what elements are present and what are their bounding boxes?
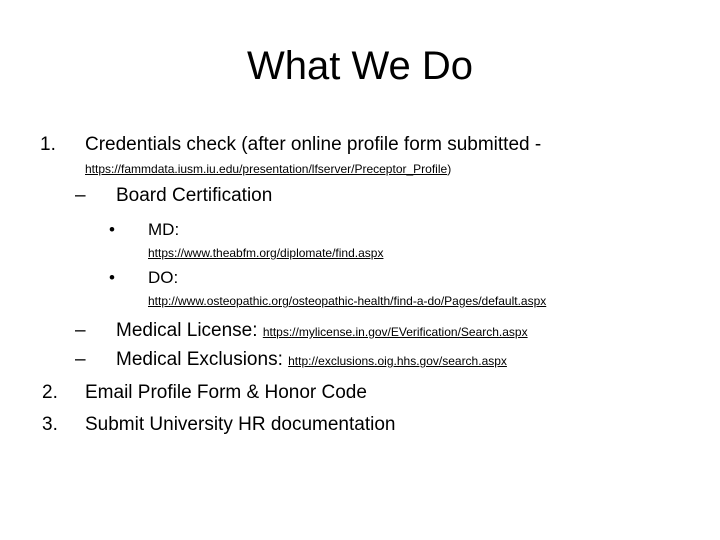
list-item-text: Email Profile Form & Honor Code (85, 382, 367, 403)
list-marker: 3. (42, 414, 58, 435)
list-marker: 1. (40, 134, 56, 155)
list-item-text: DO: (148, 268, 179, 287)
list-item-text: Board Certification (116, 185, 273, 206)
bullet-marker: • (109, 220, 115, 239)
list-item-text: Medical Exclusions: (116, 349, 283, 370)
list-item-text: Submit University HR documentation (85, 414, 396, 435)
osteopathic-find-do-link[interactable]: http://www.osteopathic.org/osteopathic-health/find-a-do/Pages/default.aspx (148, 294, 547, 308)
profile-url-line (85, 161, 451, 177)
abfm-diplomate-link[interactable]: https://www.theabfm.org/diplomate/find.aspx (148, 246, 384, 260)
list-marker: – (75, 349, 86, 370)
list-marker: 2. (42, 382, 58, 403)
medical-license-line (116, 319, 528, 344)
slide-title: What We Do (247, 44, 473, 88)
medical-exclusions-line (116, 348, 507, 373)
list-item-text: Medical License: (116, 320, 258, 341)
oig-exclusions-link[interactable]: http://exclusions.oig.hhs.gov/search.aspx (288, 354, 507, 368)
list-marker: – (75, 320, 86, 341)
preceptor-profile-link[interactable]: https://fammdata.iusm.iu.edu/presentation/lfserver/Preceptor_Profile (85, 162, 448, 176)
list-item-text: Credentials check (after online profile form submitted - (85, 134, 542, 155)
bullet-marker: • (109, 268, 115, 287)
list-marker: – (75, 185, 86, 206)
mylicense-link[interactable]: https://mylicense.in.gov/EVerification/Search.aspx (262, 325, 528, 339)
list-item-text: MD: (148, 220, 180, 239)
url-suffix: ) (447, 162, 452, 176)
